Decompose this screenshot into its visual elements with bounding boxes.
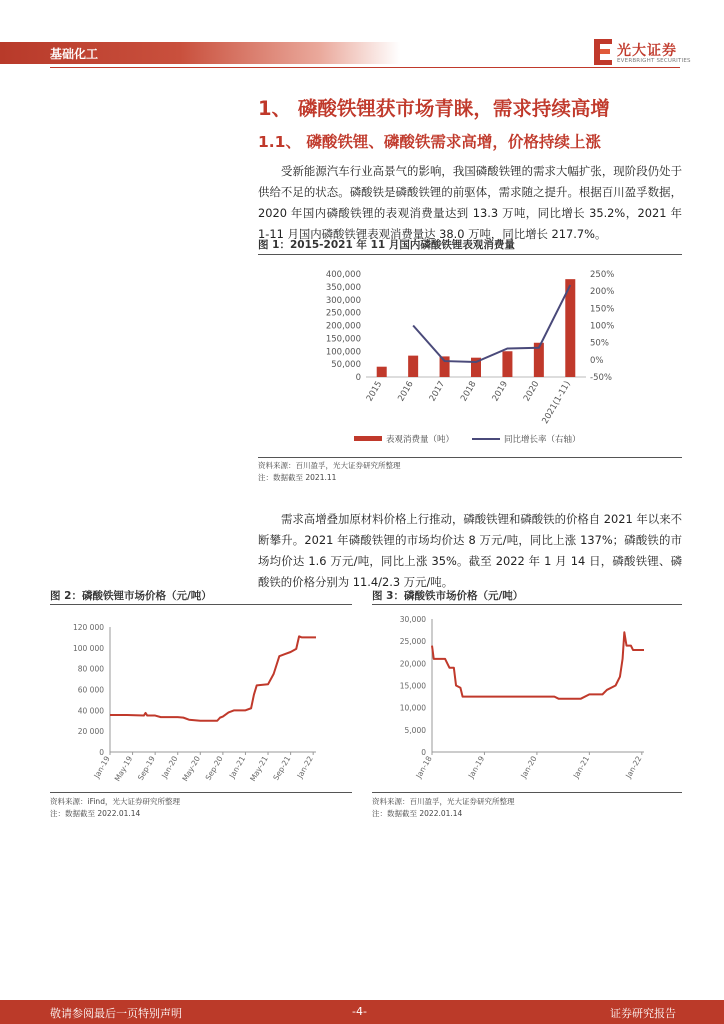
legend-bar-swatch <box>354 436 382 441</box>
legend-bar-label: 表观消费量（吨） <box>386 435 455 445</box>
y-tick-label: 0 <box>99 748 104 757</box>
x-tick-label: Jan-19 <box>92 754 112 780</box>
y-tick-label: 400,000 <box>325 270 361 280</box>
x-tick-label: 2020 <box>521 379 542 404</box>
logo-text-en: EVERBRIGHT SECURITIES <box>617 58 691 64</box>
x-tick-label: Sep-19 <box>135 754 157 782</box>
figure-2-bottom-rule <box>50 792 352 793</box>
body-paragraph-1: 受新能源汽车行业高景气的影响，我国磷酸铁锂的需求大幅扩张，现阶段仍处于供给不足的状态。磷酸铁是磷酸铁锂的前驱体，需求随之提升。根据百川盈孚数据，2020 年国内磷酸铁锂的表观消费量达到 13.3 万吨，同比增长 35.2%，2021 年 1-11 月国内磷酸铁锂表观消费量达 38.0 万吨，同比增长 217.7%。 <box>258 164 682 241</box>
y2-tick-label: 0% <box>590 355 604 366</box>
x-tick-label: 2019 <box>490 379 511 404</box>
y-tick-label: 50,000 <box>331 360 361 371</box>
x-tick-label: 2018 <box>459 379 479 404</box>
y-tick-label: 100 000 <box>72 643 104 653</box>
y2-tick-label: 100% <box>590 321 615 332</box>
bar-consumption-2015 <box>377 367 387 377</box>
y-tick-label: 20,000 <box>399 659 426 669</box>
price-line <box>110 636 316 720</box>
y-tick-label: 200,000 <box>325 321 361 332</box>
bar-consumption-2016 <box>408 356 418 377</box>
figure-2-chart <box>50 608 352 792</box>
figure-2-top-rule <box>50 604 352 605</box>
page-number: -4- <box>352 1005 367 1018</box>
y-tick-label: 10,000 <box>399 703 426 713</box>
footer-doc-type: 证券研究报告 <box>610 1007 676 1020</box>
figure-1-chart <box>258 258 682 454</box>
x-tick-label: Jan-18 <box>414 754 434 780</box>
y-tick-label: 0 <box>421 748 426 757</box>
x-tick-label: 2016 <box>396 379 416 404</box>
x-tick-label: Jan-19 <box>466 754 487 780</box>
logo-text-cn: 光大证券 <box>617 43 677 59</box>
y-tick-label: 350,000 <box>325 282 361 293</box>
figure-1-source: 资料来源：百川盈孚，光大证券研究所整理 <box>258 461 401 470</box>
y2-tick-label: 50% <box>590 338 609 349</box>
figure-1-title: 图 1：2015-2021 年 11 月国内磷酸铁锂表观消费量 <box>258 239 515 251</box>
everbright-logo-icon <box>592 38 614 66</box>
figure-3-top-rule <box>372 604 682 605</box>
x-tick-label: Jan-20 <box>518 754 539 780</box>
x-tick-label: May-21 <box>248 754 270 783</box>
x-tick-label: May-19 <box>112 754 135 783</box>
y2-tick-label: 150% <box>590 304 615 315</box>
x-tick-label: Sep-20 <box>203 754 225 782</box>
y-tick-label: 40 000 <box>77 706 104 716</box>
x-tick-label: Jan-21 <box>227 754 248 780</box>
figure-2-note: 注：数据截至 2022.01.14 <box>50 809 141 818</box>
body-paragraph-2: 需求高增叠加原材料价格上行推动，磷酸铁锂和磷酸铁的价格自 2021 年以来不断攀升。2021 年磷酸铁锂的市场均价达 8 万元/吨，同比上涨 137%；磷酸铁的市场均价达 1.6 万元/吨，同比上涨 35%。截至 2022 年 1 月 14 日，磷酸铁锂、磷酸铁的价格分别为 11.4/2.3 万元/吨。 <box>258 512 682 589</box>
y-tick-label: 15,000 <box>399 681 426 691</box>
y-tick-label: 60 000 <box>77 685 104 695</box>
price-line <box>432 632 644 699</box>
figure-1-bottom-rule <box>258 457 682 458</box>
header-divider <box>50 67 680 68</box>
report-category: 基础化工 <box>50 47 99 61</box>
section-heading: 1、 磷酸铁锂获市场青睐，需求持续高增 <box>258 97 610 120</box>
y-tick-label: 250,000 <box>325 308 361 319</box>
x-tick-label: 2017 <box>427 379 448 404</box>
y-tick-label: 300,000 <box>325 295 361 306</box>
line-yoy-growth <box>413 285 570 362</box>
y2-tick-label: -50% <box>590 373 612 383</box>
figure-3-note: 注：数据截至 2022.01.14 <box>372 809 463 818</box>
subsection-heading: 1.1、 磷酸铁锂、磷酸铁需求高增，价格持续上涨 <box>258 133 601 151</box>
legend-line-label: 同比增长率（右轴） <box>504 435 581 445</box>
x-tick-label: Jan-21 <box>571 754 592 780</box>
y-tick-label: 30,000 <box>399 615 426 624</box>
y2-tick-label: 200% <box>590 287 615 298</box>
figure-3-title: 图 3：磷酸铁市场价格（元/吨） <box>372 590 524 602</box>
x-tick-label: Jan-20 <box>159 754 180 780</box>
x-tick-label: 2021(1-11) <box>540 379 573 426</box>
x-tick-label: Jan-22 <box>623 754 644 780</box>
x-tick-label: Sep-21 <box>271 754 293 782</box>
y-tick-label: 5,000 <box>404 725 426 735</box>
figure-3-bottom-rule <box>372 792 682 793</box>
y-tick-label: 25,000 <box>399 637 426 647</box>
y-tick-label: 0 <box>355 373 361 383</box>
y-tick-label: 100,000 <box>325 347 361 358</box>
bar-consumption-2017 <box>440 356 450 377</box>
x-tick-label: 2015 <box>364 379 385 404</box>
footer-disclaimer: 敬请参阅最后一页特别声明 <box>50 1007 182 1020</box>
x-tick-label: Jan-22 <box>295 754 315 780</box>
figure-2-source: 资料来源：iFind，光大证券研究所整理 <box>50 797 180 806</box>
x-tick-label: May-20 <box>180 754 203 783</box>
figure-1-top-rule <box>258 254 682 255</box>
figure-3-chart <box>372 608 682 792</box>
figure-2-title: 图 2：磷酸铁锂市场价格（元/吨） <box>50 590 212 602</box>
figure-3-source: 资料来源：百川盈孚，光大证券研究所整理 <box>372 797 515 806</box>
y-tick-label: 80 000 <box>77 664 104 674</box>
figure-1-note: 注：数据截至 2021.11 <box>258 473 337 482</box>
y-tick-label: 150,000 <box>325 334 361 345</box>
y-tick-label: 20 000 <box>77 727 104 737</box>
y-tick-label: 120 000 <box>72 623 104 632</box>
bar-consumption-2019 <box>502 351 512 377</box>
y2-tick-label: 250% <box>590 270 615 280</box>
